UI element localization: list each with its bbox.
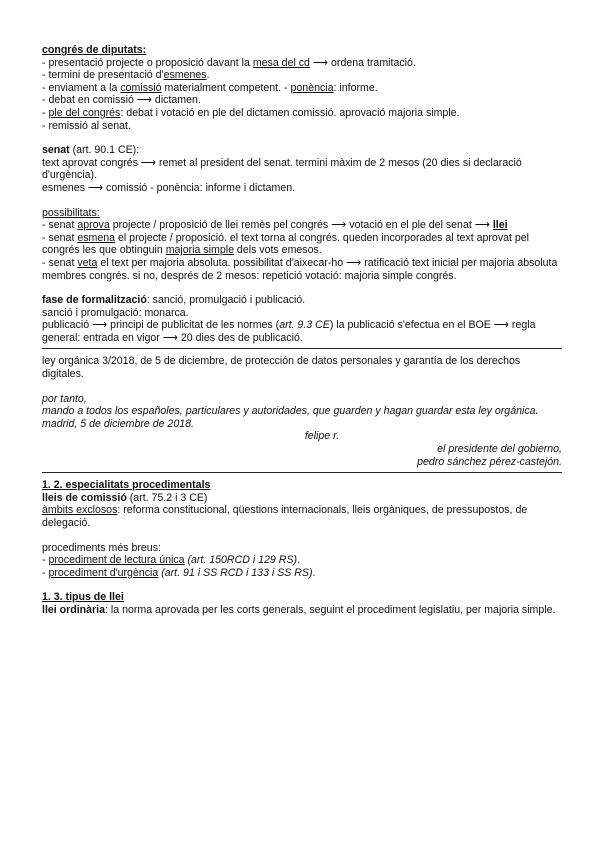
congres-heading: congrés de diputats: [42, 44, 147, 56]
ley-section [42, 355, 562, 468]
procediment-lectura-unica: - procediment de lectura única (art. 150RCD i 129 RS). [42, 554, 300, 567]
congres-line-1: - presentació projecte o proposició davant la mesa del cd ⟶ ordena tramitació. [42, 56, 416, 69]
senat-line-2: esmenes ⟶ comissió - ponència: informe i dictamen. [42, 181, 296, 194]
section-divider-2 [42, 472, 562, 473]
especialitats-heading: 1. 2. especialitats procedimentals [42, 479, 211, 492]
congres-line-6: - remissió al senat. [42, 119, 131, 132]
possibilitat-aprova: - senat aprova projecte / proposició de llei remès pel congrés ⟶ votació en el ple del senat ⟶ llei [42, 219, 508, 232]
document-page [42, 44, 562, 617]
especialitats-sub: lleis de comissió (art. 75.2 i 3 CE) [42, 491, 208, 504]
ley-por-tanto: por tanto, [42, 392, 87, 405]
especialitats-section [42, 479, 562, 579]
tipus-heading: 1. 3. tipus de llei [42, 591, 124, 604]
procediment-urgencia: - procediment d'urgència (art. 91 i SS RCD i 133 i SS RS). [42, 566, 316, 579]
especialitats-breus: procediments més breus: [42, 541, 161, 554]
senat-heading: senat (art. 90.1 CE): [42, 144, 140, 157]
senat-line-1: text aprovat congrés ⟶ remet al president del senat. termini màxim de 2 mesos (20 dies si declaració d'urgència). [42, 156, 522, 182]
possibilitats-section [42, 207, 562, 283]
formalitzacio-line-2: sanció i promulgació: monarca. [42, 306, 189, 319]
ley-president-title: el presidente del gobierno, [437, 443, 562, 456]
congres-line-3: - enviament a la comissió materialment competent. - ponència: informe. [42, 81, 378, 94]
ley-president-name: pedro sánchez pérez-castejón. [417, 455, 562, 468]
tipus-section [42, 591, 562, 616]
congres-line-4: - debat en comissió ⟶ dictamen. [42, 94, 201, 107]
possibilitat-veta: - senat veta el text per majoria absoluta. possibilitat d'aixecar-ho ⟶ ratificació text inicial per majoria absoluta membres congrés. si no, després de 2 mesos: repetició votació: majoria simple congrés. [42, 256, 558, 282]
section-divider [42, 348, 562, 349]
congres-line-5: - ple del congrés: debat i votació en ple del dictamen comissió. aprovació majoria simple. [42, 106, 460, 119]
possibilitat-esmena: - senat esmena el projecte / proposició. el text torna al congrés. queden incorporades al text aprovat pel congrés les que obtinguin majoria simple dels vots emesos. [42, 231, 530, 257]
congres-section [42, 44, 562, 132]
ley-signer: felipe r. [304, 430, 340, 443]
formalitzacio-line-1: fase de formalització: sanció, promulgació i publicació. [42, 294, 306, 307]
ley-mando: mando a todos los españoles, particulares y autoridades, que guarden y hagan guardar esta ley orgánica. [42, 405, 539, 418]
ley-date: madrid, 5 de diciembre de 2018. [42, 417, 194, 430]
congres-line-2: - termini de presentació d'esmenes. [42, 69, 210, 82]
especialitats-ambits: àmbits exclosos: reforma constitucional, qüestions internacionals, lleis orgàniques, de pressupostos, de delegació. [42, 504, 528, 529]
tipus-line-1: llei ordinària: la norma aprovada per les corts generals, seguint el procediment legislatiu, per majoria simple. [42, 603, 556, 616]
formalitzacio-line-3: publicació ⟶ principi de publicitat de les normes (art. 9.3 CE) la publicació s'efectua en el BOE ⟶ regla general: entrada en vigor ⟶ 20 dies des de publicació. [42, 319, 536, 344]
senat-section [42, 144, 562, 194]
ley-title: ley orgánica 3/2018, de 5 de diciembre, de protección de datos personales y garantía de los derechos digitales. [42, 355, 521, 381]
possibilitats-heading: possibilitats: [42, 206, 100, 219]
formalitzacio-section [42, 294, 562, 344]
